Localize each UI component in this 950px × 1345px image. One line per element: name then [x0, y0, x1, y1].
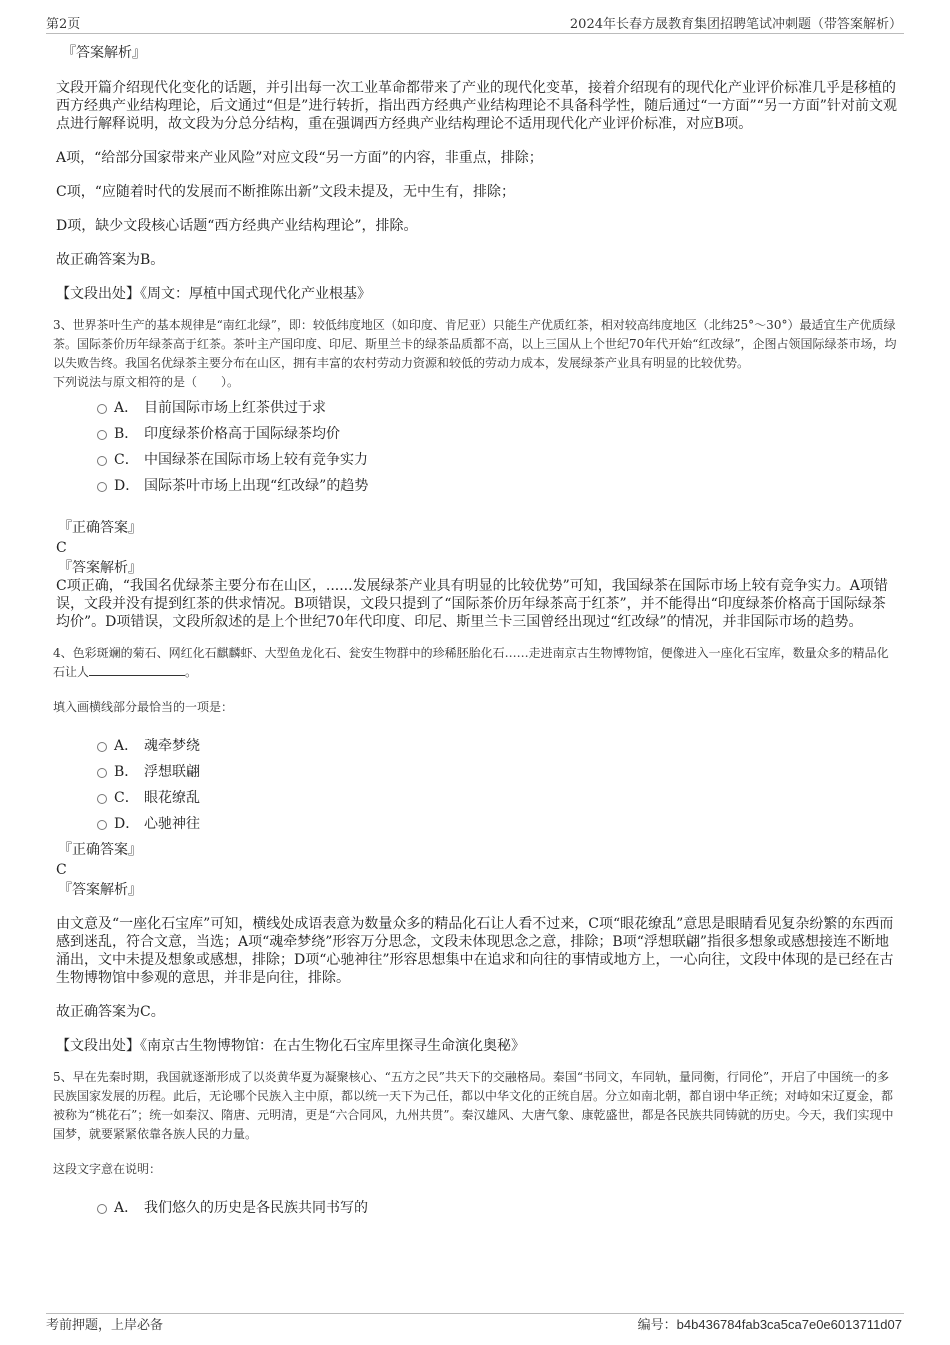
radio-icon[interactable]	[97, 482, 107, 492]
q3-question: 下列说法与原文相符的是（ ）。	[53, 375, 240, 389]
q3-option-d[interactable]: D． 国际茶叶市场上出现“红改绿”的趋势	[56, 473, 898, 499]
q3-answer-heading: 『正确答案』	[58, 520, 142, 536]
q4-answer: C	[56, 862, 67, 878]
document-code: 编号：b4b436784fab3ca5ca7e0e6013711d07	[637, 1317, 902, 1333]
radio-icon[interactable]	[97, 430, 107, 440]
q3-options	[56, 395, 898, 499]
q2-source: 【文段出处】《周文：厚植中国式现代化产业根基》	[56, 286, 371, 302]
q4-analysis-heading: 『答案解析』	[58, 882, 142, 898]
q4-option-b[interactable]: B． 浮想联翩	[56, 759, 898, 785]
radio-icon[interactable]	[97, 1204, 107, 1214]
q2-analysis-text: 文段开篇介绍现代化变化的话题，并引出每一次工业革命都带来了产业的现代化变革，接着介绍现有的现代化产业评价标准几乎是移植的西方经典产业结构理论，后文通过“但是”进行转折，指出西方经典产业结构理论不具备科学性，随后通过“一方面”“另一方面”针对前文观点进行解释说明，故文段为分总分结构，重在强调西方经典产业结构理论不适用现代化产业评价标准，对应B项。	[56, 80, 897, 132]
q2-conclusion: 故正确答案为B。	[56, 252, 165, 268]
q3-analysis-text: C项正确，“我国名优绿茶主要分布在山区，......发展绿茶产业具有明显的比较优势”可知，我国绿茶在国际市场上较有竞争实力。A项错误，文段并没有提到红茶的供求情况。B项错误，文段只提到了“国际茶价历年绿茶高于红茶”，并不能得出“印度绿茶价格高于国际绿茶均价”。D项错误，文段所叙述的是上个世纪70年代印度、印尼、斯里兰卡三国曾经出现过“红改绿”的情况，并非国际市场的趋势。	[56, 578, 888, 630]
footer-slogan: 考前押题，上岸必备	[46, 1318, 164, 1333]
radio-icon[interactable]	[97, 742, 107, 752]
q5-option-a[interactable]: A． 我们悠久的历史是各民族共同书写的	[56, 1195, 898, 1221]
page-header	[0, 0, 950, 34]
q4-analysis-text: 由文意及“一座化石宝库”可知，横线处成语表意为数量众多的精品化石让人看不过来，C项“眼花缭乱”意思是眼睛看见复杂纷繁的东西而感到迷乱，符合文意，当选；A项“魂牵梦绕”形容万分思念，文段未体现思念之意，排除；B项“浮想联翩”指很多想象或感想接连不断地涌出，文中未提及想象或感想，排除；D项“心驰神往”形容思想集中在追求和向往的事情或地方上，一心向往，文段中体现的是已经在古生物博物馆中参观的意思，并非是向往，排除。	[56, 916, 894, 986]
radio-icon[interactable]	[97, 794, 107, 804]
q5-options	[56, 1195, 898, 1221]
q5-question: 这段文字意在说明：	[53, 1162, 162, 1176]
q3-analysis-heading: 『答案解析』	[58, 560, 142, 576]
q3-stem: 3、世界茶叶生产的基本规律是“南红北绿”，即：较低纬度地区（如印度、肯尼亚）只能生产优质红茶，相对较高纬度地区（北纬25°～30°）最适宜生产优质绿茶。国际茶价历年绿茶高于红茶。茶叶主产国印度、印尼、斯里兰卡的绿茶品质都不高，以上三国从上个世纪70年代开始“红改绿”，企图占领国际绿茶市场，均以失败告终。我国名优绿茶主要分布在山区，拥有丰富的农村劳动力资源和较低的劳动力成本，发展绿茶产业具有明显的比较优势。	[53, 318, 897, 370]
q2-option-c-explanation: C项，“应随着时代的发展而不断推陈出新”文段未提及，无中生有，排除；	[56, 184, 516, 200]
q4-answer-heading: 『正确答案』	[58, 842, 142, 858]
q4-option-c[interactable]: C． 眼花缭乱	[56, 785, 898, 811]
q2-option-a-explanation: A项，“给部分国家带来产业风险”对应文段“另一方面”的内容，非重点，排除；	[56, 150, 543, 166]
page-number: 第2页	[46, 17, 81, 32]
header-divider	[46, 33, 904, 34]
q3-option-c[interactable]: C． 中国绿茶在国际市场上较有竞争实力	[56, 447, 898, 473]
radio-icon[interactable]	[97, 820, 107, 830]
q4-stem: 4、色彩斑斓的菊石、网红化石麒麟虾、大型鱼龙化石、瓮安生物群中的珍稀胚胎化石……走进南京古生物博物馆，便像进入一座化石宝库，数量众多的精品化石让人 。	[53, 646, 889, 679]
radio-icon[interactable]	[97, 404, 107, 414]
q3-option-a[interactable]: A． 目前国际市场上红茶供过于求	[56, 395, 898, 421]
q4-option-d[interactable]: D． 心驰神往	[56, 811, 898, 837]
q4-options	[56, 733, 898, 837]
q4-option-a[interactable]: A． 魂牵梦绕	[56, 733, 898, 759]
fill-blank	[89, 663, 185, 676]
q2-analysis-heading: 『答案解析』	[62, 45, 146, 61]
document-title: 2024年长春方晟教育集团招聘笔试冲刺题（带答案解析）	[569, 17, 902, 32]
q4-conclusion: 故正确答案为C。	[56, 1004, 165, 1020]
radio-icon[interactable]	[97, 456, 107, 466]
q4-source: 【文段出处】《南京古生物博物馆：在古生物化石宝库里探寻生命演化奥秘》	[56, 1038, 525, 1054]
radio-icon[interactable]	[97, 768, 107, 778]
q5-stem: 5、早在先秦时期，我国就逐渐形成了以炎黄华夏为凝聚核心、“五方之民”共天下的交融格局。秦国“书同文，车同轨，量同衡，行同伦”，开启了中国统一的多民族国家发展的历程。此后，无论哪个民族入主中原，都以统一天下为己任，都以中华文化的正统自居。分立如南北朝，都自诩中华正统；对峙如宋辽夏金，都被称为“桃花石”；统一如秦汉、隋唐、元明清，更是“六合同风，九州共贯”。秦汉雄风、大唐气象、康乾盛世，都是各民族共同铸就的历史。今天，我们实现中国梦，就要紧紧依靠各族人民的力量。	[53, 1070, 894, 1141]
document-body	[53, 44, 898, 1221]
q3-answer: C	[56, 540, 67, 556]
q4-question: 填入画横线部分最恰当的一项是：	[53, 700, 234, 714]
q3-option-b[interactable]: B． 印度绿茶价格高于国际绿茶均价	[56, 421, 898, 447]
q2-option-d-explanation: D项，缺少文段核心话题“西方经典产业结构理论”，排除。	[56, 218, 418, 234]
